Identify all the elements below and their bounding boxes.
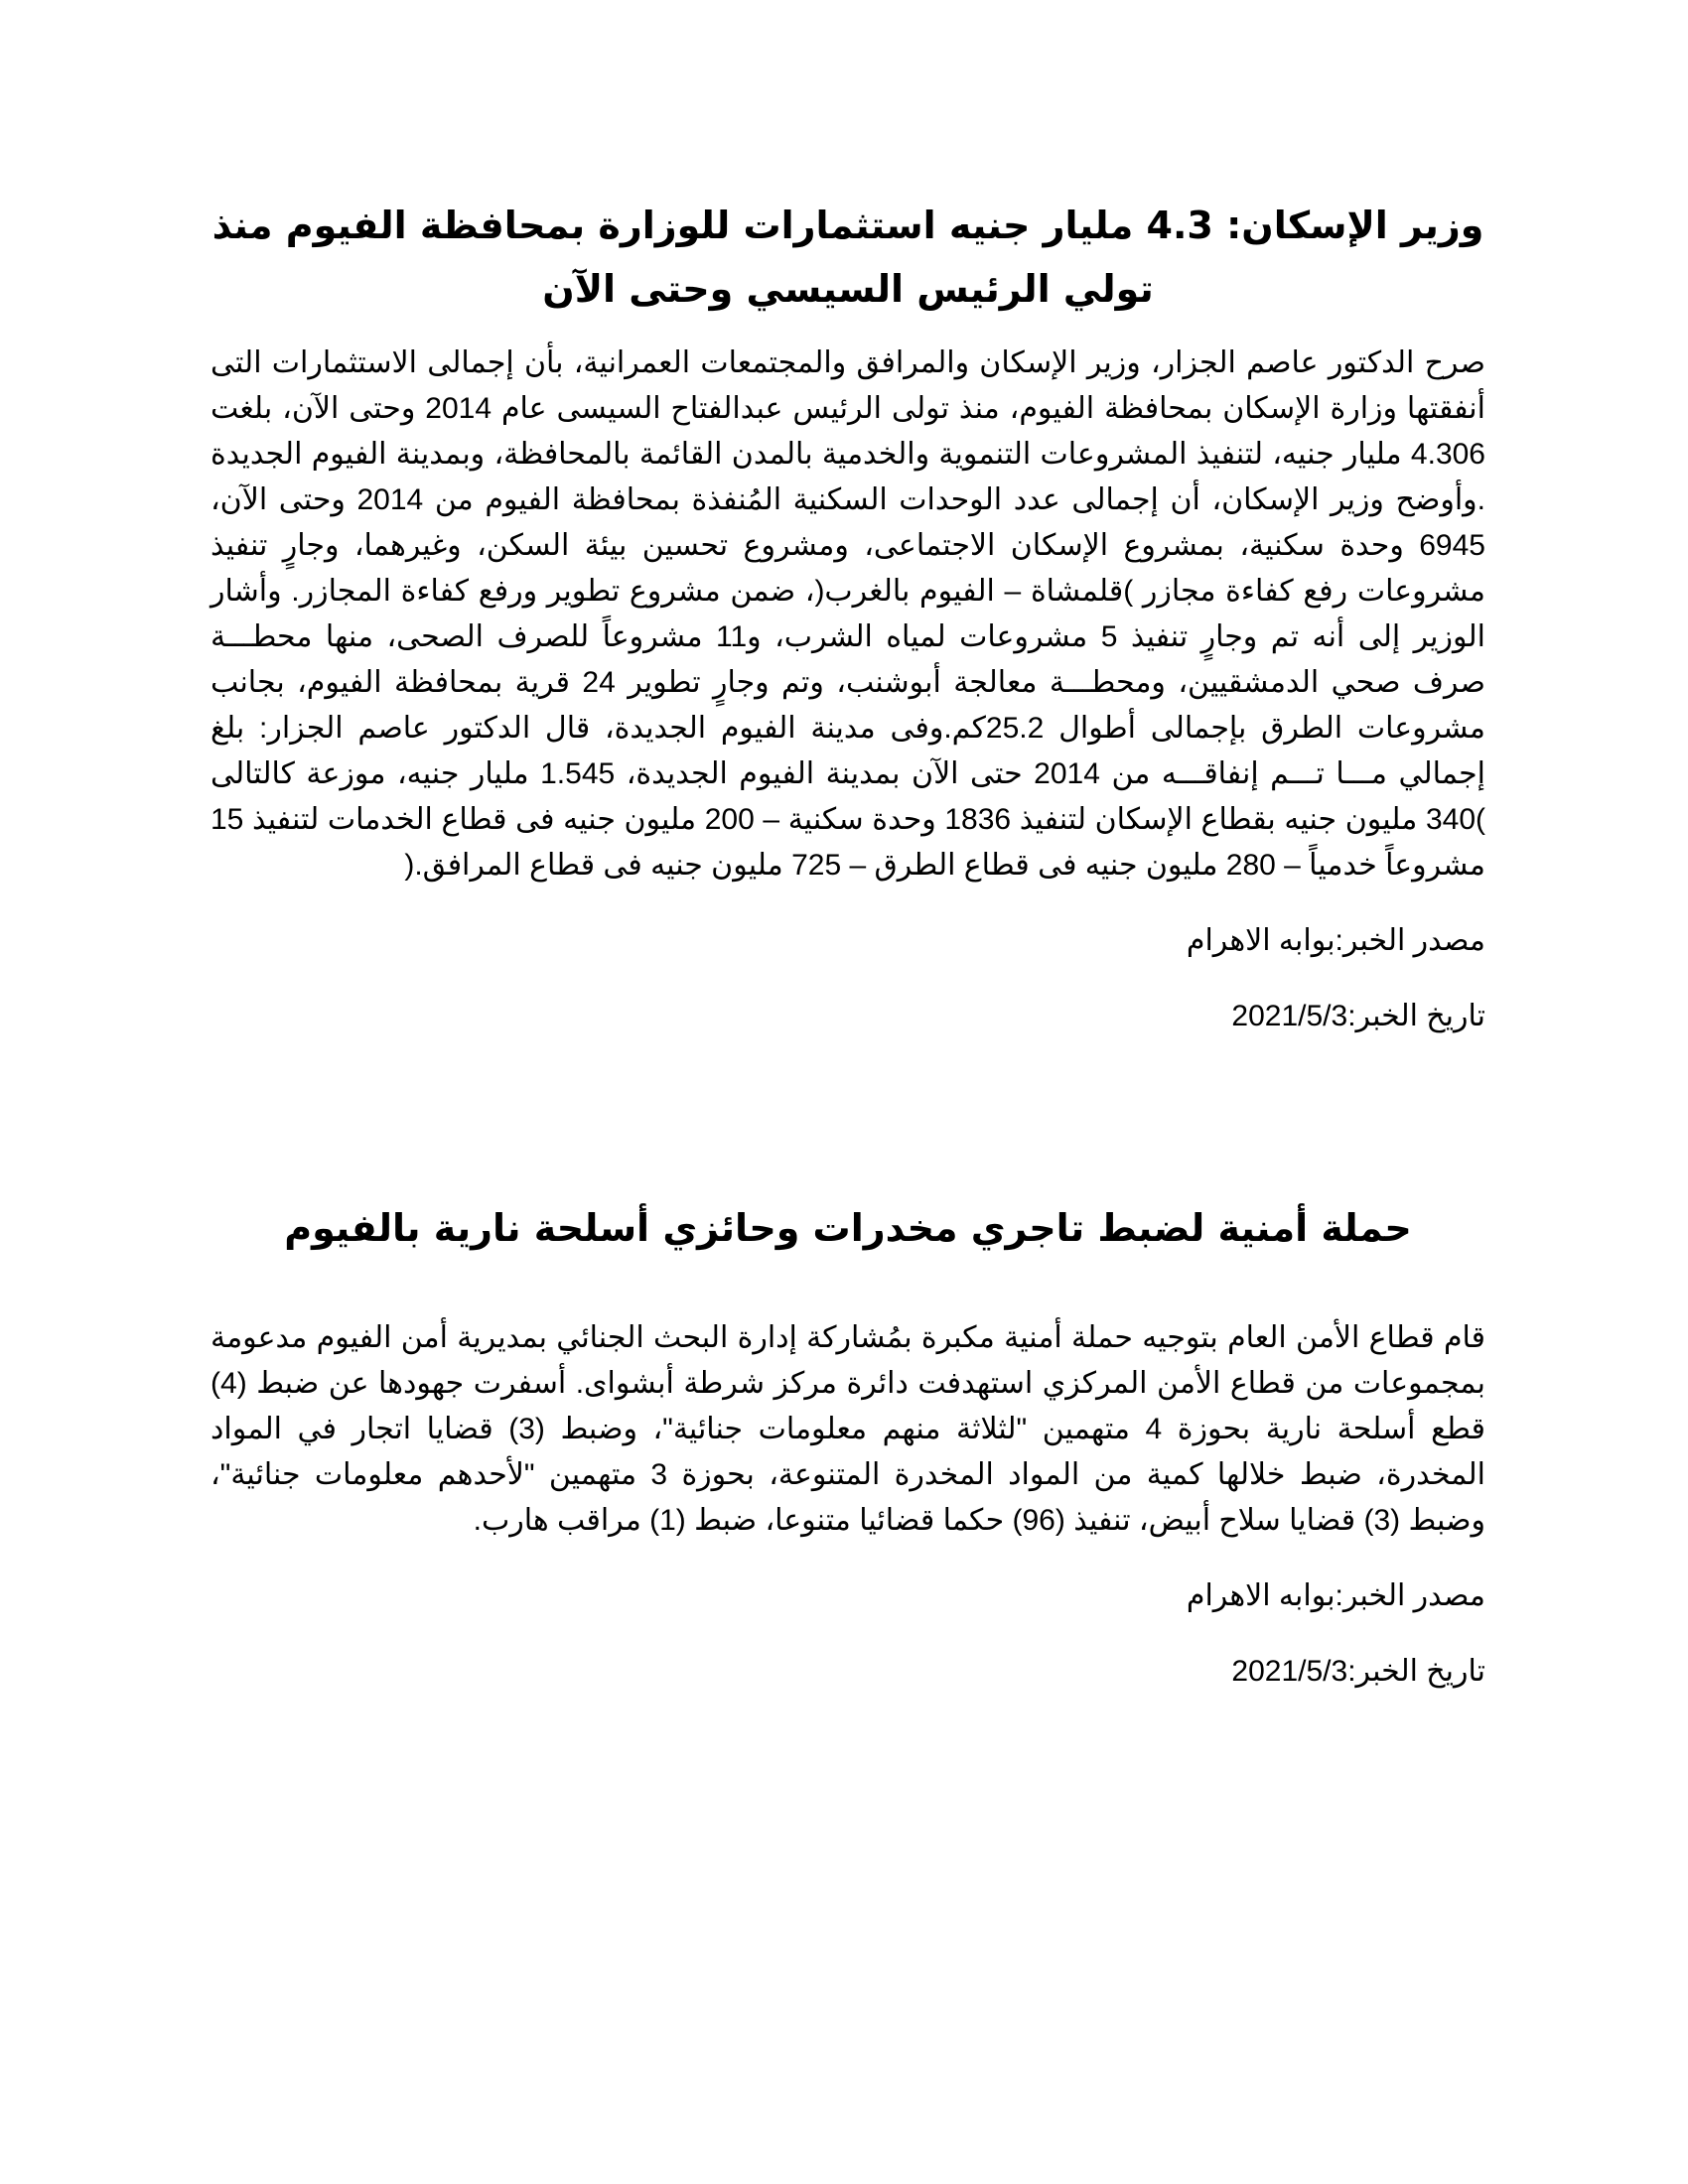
- article-date: تاريخ الخبر:2021/5/3: [1231, 1000, 1485, 1032]
- article-body: قام قطاع الأمن العام بتوجيه حملة أمنية مكبرة بمُشاركة إدارة البحث الجنائي بمديرية أمن الفيوم مدعومة بمجموعات من قطاع الأمن المركزي استهدفت دائرة مركز شرطة أبشواى. أسفرت جهودها عن ضبط (4) قطع أسلحة نارية بحوزة 4 متهمين "لثلاثة منهم معلومات جنائية"، وضبط (3) قضايا اتجار في المواد المخدرة، ضبط خلالها كمية من المواد المخدرة المتنوعة، بحوزة 3 متهمين "لأحدهم معلومات جنائية"، وضبط (3) قضايا سلاح أبيض، تنفيذ (96) حكما قضائيا متنوعا، ضبط (1) مراقب هارب.: [211, 1321, 1485, 1537]
- article-source: مصدر الخبر:بوابه الاهرام: [1186, 924, 1485, 957]
- article-date: تاريخ الخبر:2021/5/3: [1231, 1655, 1485, 1688]
- article-source: مصدر الخبر:بوابه الاهرام: [1186, 1579, 1485, 1612]
- article-body: صرح الدكتور عاصم الجزار، وزير الإسكان والمرافق والمجتمعات العمرانية، بأن إجمالى الاستثمارات التى أنفقتها وزارة الإسكان بمحافظة الفيوم، منذ تولى الرئيس عبدالفتاح السيسى عام 2014 وحتى الآن، بلغت 4.306 مليار جنيه، لتنفيذ المشروعات التنموية والخدمية بالمدن القائمة بالمحافظة، وبمدينة الفيوم الجديدة .وأوضح وزير الإسكان، أن إجمالى عدد الوحدات السكنية المُنفذة بمحافظة الفيوم من 2014 وحتى الآن، 6945 وحدة سكنية، بمشروع الإسكان الاجتماعى، ومشروع تحسين بيئة السكن، وغيرهما، وجارٍ تنفيذ مشروعات رفع كفاءة مجازر )قلمشاة – الفيوم بالغرب(، ضمن مشروع تطوير ورفع كفاءة المجازر. وأشار الوزير إلى أنه تم وجارٍ تنفيذ 5 مشروعات لمياه الشرب، و11 مشروعاً للصرف الصحى، منها محطـــة صرف صحي الدمشقيين، ومحطـــة معالجة أبوشنب، وتم وجارٍ تطوير 24 قرية بمحافظة الفيوم، بجانب مشروعات الطرق بإجمالى أطوال 25.2كم.وفى مدينة الفيوم الجديدة، قال الدكتور عاصم الجزار: بلغ إجمالي مـــا تـــم إنفاقـــه من 2014 حتى الآن بمدينة الفيوم الجديدة، 1.545 مليار جنيه، موزعة كالتالى )340 مليون جنيه بقطاع الإسكان لتنفيذ 1836 وحدة سكنية – 200 مليون جنيه فى قطاع الخدمات لتنفيذ 15 مشروعاً خدمياً – 280 مليون جنيه فى قطاع الطرق – 725 مليون جنيه فى قطاع المرافق.(: [211, 346, 1486, 882]
- article-headline: وزير الإسكان: 4.3 مليار جنيه استثمارات للوزارة بمحافظة الفيوم منذ تولي الرئيس السيسي وحتى الآن: [211, 204, 1484, 311]
- news-article: [211, 194, 1485, 1039]
- article-headline: حملة أمنية لضبط تاجري مخدرات وحائزي أسلحة نارية بالفيوم: [284, 1206, 1412, 1250]
- news-article: [211, 1196, 1485, 1695]
